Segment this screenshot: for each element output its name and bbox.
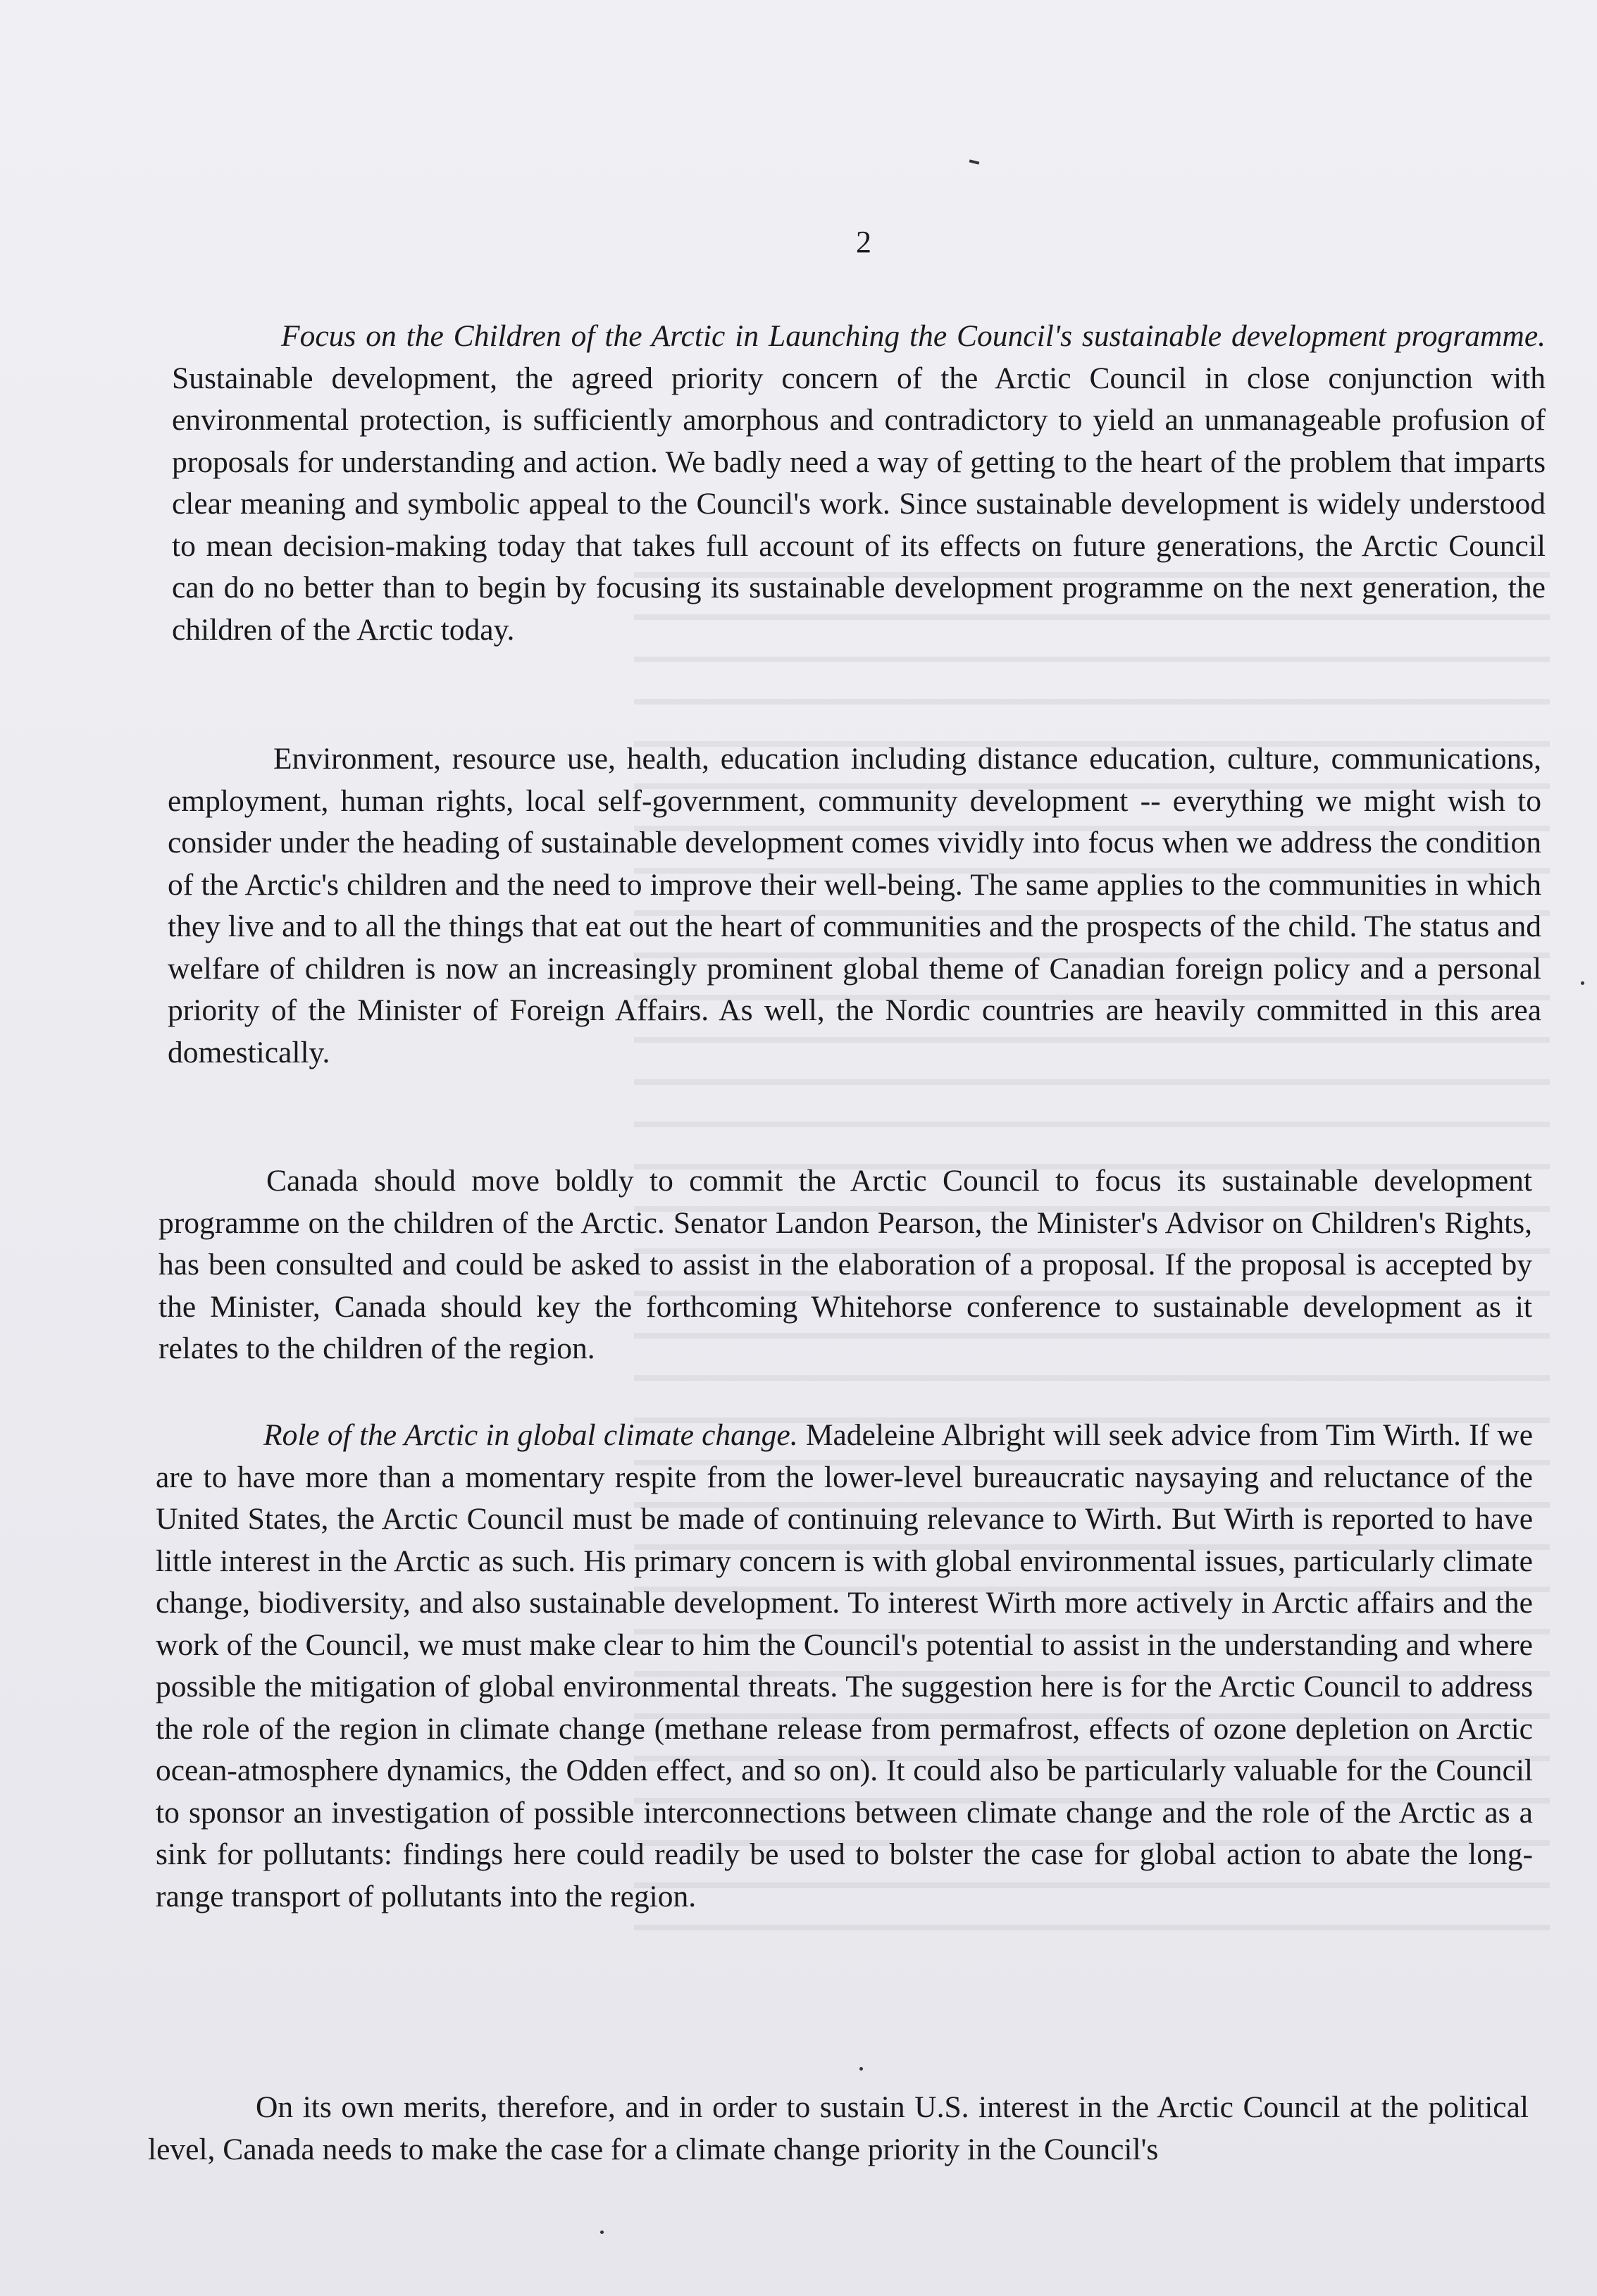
paragraph-body: Sustainable development, the agreed priority concern of the Arctic Council in close conjunction with environmental protection, is sufficiently amorphous and contradictory to yield an unmanageable profusion of proposals for understanding and action. We badly need a way of getting to the heart of the problem that imparts clear meaning and symbolic appeal to the Council's work. Since sustainable development is widely understood to mean decision-making today that takes full account of its effects on future generations, the Arctic Council can do no better than to begin by focusing its sustainable development programme on the next generation, the children of the Arctic today. bbox=[172, 361, 1546, 647]
paragraph-body: Environment, resource use, health, education including distance education, culture, communications, employment, human rights, local self-government, community development -- everything we might wish to consider under the heading of sustainable development comes vividly into focus when we address the condition of the Arctic's children and the need to improve their well-being. The same applies to the communities in which they live and to all the things that eat out the heart of communities and the prospects of the child. The status and welfare of children is now an increasingly prominent global theme of Canadian foreign policy and a personal priority of the Minister of Foreign Affairs. As well, the Nordic countries are heavily committed in this area domestically. bbox=[168, 742, 1541, 1069]
section-heading-children: Focus on the Children of the Arctic in Launching the Council's sustainable development programme. bbox=[281, 319, 1546, 353]
paragraph-body: Canada should move boldly to commit the Arctic Council to focus its sustainable development programme on the children of the Arctic. Senator Landon Pearson, the Minister's Advisor on Children's Rights, has been consulted and could be asked to assist in the elaboration of a proposal. If the proposal is accepted by the Minister, Canada should key the forthcoming Whitehorse conference to sustainable development as it relates to the children of the region. bbox=[159, 1164, 1532, 1365]
paragraph-own-merits bbox=[148, 2087, 1529, 2171]
speck bbox=[600, 2230, 604, 2234]
section-heading-climate: Role of the Arctic in global climate change. bbox=[263, 1418, 798, 1452]
paragraph-children-focus bbox=[172, 316, 1546, 651]
paragraph-canada-commit bbox=[159, 1160, 1532, 1370]
speck bbox=[859, 2067, 863, 2071]
paragraph-environment bbox=[168, 738, 1541, 1074]
speck bbox=[1581, 981, 1584, 985]
paragraph-body: Madeleine Albright will seek advice from Tim Wirth. If we are to have more than a momentary respite from the lower-level bureaucratic naysaying and reluctance of the United States, the Arctic Council must be made of continuing relevance to Wirth. But Wirth is reported to have little interest in the Arctic as such. His primary concern is with global environmental issues, particularly climate change, biodiversity, and also sustainable development. To interest Wirth more actively in Arctic affairs and the work of the Council, we must make clear to him the Council's potential to assist in the understanding and where possible the mitigation of global environmental threats. The suggestion here is for the Arctic Council to address the role of the region in climate change (methane release from permafrost, effects of ozone depletion on Arctic ocean-atmosphere dynamics, the Odden effect, and so on). It could also be particularly valuable for the Council to sponsor an investigation of possible interconnections between climate change and the role of the Arctic as a sink for pollutants: findings here could readily be used to bolster the case for global action to abate the long-range transport of pollutants into the region. bbox=[156, 1418, 1533, 1913]
scan-mark bbox=[969, 159, 980, 164]
paragraph-climate-change bbox=[156, 1415, 1533, 1918]
page-number: 2 bbox=[856, 225, 871, 259]
paragraph-body: On its own merits, therefore, and in order to sustain U.S. interest in the Arctic Council at the political level, Canada needs to make the case for a climate change priority in the Council's bbox=[148, 2090, 1529, 2166]
